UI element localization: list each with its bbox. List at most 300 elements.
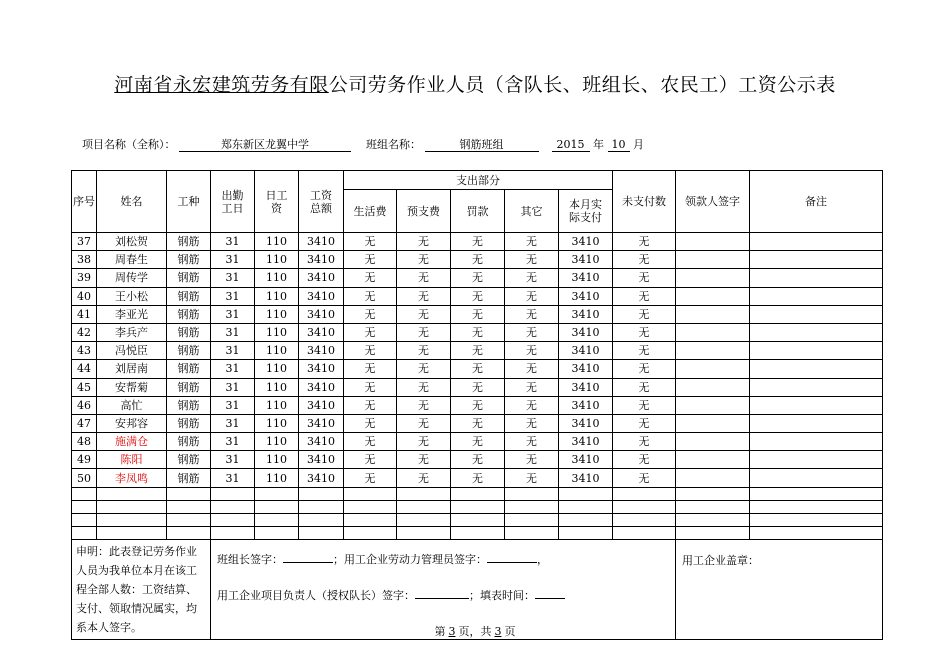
cell-remark	[750, 469, 883, 487]
cell-seq: 48	[72, 433, 97, 451]
cell-paid: 3410	[559, 269, 613, 287]
cell-seq: 43	[72, 342, 97, 360]
cell-total: 3410	[299, 251, 344, 269]
empty-cell	[255, 500, 299, 513]
cell-advance: 无	[397, 269, 451, 287]
cell-signature[interactable]	[676, 233, 750, 251]
cell-signature[interactable]	[676, 378, 750, 396]
header-remark: 备注	[750, 171, 883, 233]
table-row	[72, 451, 883, 469]
empty-cell	[559, 487, 613, 500]
month-value: 10	[608, 138, 630, 152]
table-row	[72, 360, 883, 378]
empty-cell	[505, 527, 559, 540]
pager-mid: 页，共	[458, 625, 492, 638]
header-daily: 日工资	[255, 171, 299, 233]
cell-trade: 钢筋	[167, 323, 211, 341]
fill-time-blank[interactable]	[535, 598, 565, 599]
cell-days: 31	[211, 414, 255, 432]
cell-trade: 钢筋	[167, 469, 211, 487]
cell-days: 31	[211, 469, 255, 487]
empty-cell	[613, 514, 676, 527]
cell-signature[interactable]	[676, 451, 750, 469]
cell-daily: 110	[255, 233, 299, 251]
empty-cell	[299, 487, 344, 500]
empty-cell	[255, 487, 299, 500]
cell-daily: 110	[255, 323, 299, 341]
cell-name: 陈阳	[97, 451, 167, 469]
empty-cell	[72, 500, 97, 513]
empty-cell	[676, 527, 750, 540]
header-advance: 预支费	[397, 190, 451, 233]
cell-days: 31	[211, 360, 255, 378]
cell-other: 无	[505, 469, 559, 487]
cell-seq: 38	[72, 251, 97, 269]
cell-fine: 无	[451, 233, 505, 251]
project-label: 项目名称（全称）：	[82, 138, 176, 151]
cell-signature[interactable]	[676, 414, 750, 432]
cell-days: 31	[211, 269, 255, 287]
cell-advance: 无	[397, 360, 451, 378]
cell-daily: 110	[255, 342, 299, 360]
cell-paid: 3410	[559, 305, 613, 323]
cell-paid: 3410	[559, 378, 613, 396]
year-value: 2015	[552, 138, 590, 152]
pager-suffix: 页	[504, 625, 516, 638]
cell-signature[interactable]	[676, 396, 750, 414]
empty-cell	[344, 500, 397, 513]
empty-cell	[211, 500, 255, 513]
cell-unpaid: 无	[613, 305, 676, 323]
empty-cell	[344, 487, 397, 500]
cell-living: 无	[344, 360, 397, 378]
cell-living: 无	[344, 233, 397, 251]
cell-paid: 3410	[559, 360, 613, 378]
cell-remark	[750, 323, 883, 341]
cell-days: 31	[211, 305, 255, 323]
cell-unpaid: 无	[613, 269, 676, 287]
cell-name: 王小松	[97, 287, 167, 305]
header-seq: 序号	[72, 171, 97, 233]
cell-signature[interactable]	[676, 323, 750, 341]
cell-total: 3410	[299, 360, 344, 378]
empty-cell	[451, 500, 505, 513]
empty-row	[72, 514, 883, 527]
cell-signature[interactable]	[676, 433, 750, 451]
cell-advance: 无	[397, 251, 451, 269]
cell-unpaid: 无	[613, 251, 676, 269]
cell-other: 无	[505, 342, 559, 360]
empty-cell	[397, 527, 451, 540]
cell-trade: 钢筋	[167, 360, 211, 378]
cell-trade: 钢筋	[167, 305, 211, 323]
cell-signature[interactable]	[676, 360, 750, 378]
cell-living: 无	[344, 469, 397, 487]
cell-trade: 钢筋	[167, 396, 211, 414]
cell-other: 无	[505, 233, 559, 251]
cell-days: 31	[211, 451, 255, 469]
cell-advance: 无	[397, 305, 451, 323]
cell-seq: 39	[72, 269, 97, 287]
cell-other: 无	[505, 396, 559, 414]
cell-daily: 110	[255, 360, 299, 378]
cell-total: 3410	[299, 342, 344, 360]
cell-remark	[750, 251, 883, 269]
pager-prefix: 第	[434, 625, 446, 638]
table-row	[72, 323, 883, 341]
cell-daily: 110	[255, 287, 299, 305]
header-total: 工资总额	[299, 171, 344, 233]
cell-daily: 110	[255, 269, 299, 287]
cell-name: 周春生	[97, 251, 167, 269]
empty-cell	[167, 500, 211, 513]
cell-fine: 无	[451, 342, 505, 360]
cell-living: 无	[344, 451, 397, 469]
cell-daily: 110	[255, 469, 299, 487]
cell-trade: 钢筋	[167, 251, 211, 269]
cell-other: 无	[505, 414, 559, 432]
leader-sign-blank[interactable]	[283, 562, 333, 563]
empty-cell	[676, 487, 750, 500]
cell-name: 周传学	[97, 269, 167, 287]
cell-living: 无	[344, 433, 397, 451]
cell-advance: 无	[397, 233, 451, 251]
cell-name: 李亚光	[97, 305, 167, 323]
empty-cell	[451, 527, 505, 540]
labor-admin-blank[interactable]	[487, 562, 537, 563]
cell-fine: 无	[451, 360, 505, 378]
empty-cell	[72, 527, 97, 540]
empty-cell	[397, 500, 451, 513]
cell-name: 安帮菊	[97, 378, 167, 396]
cell-days: 31	[211, 433, 255, 451]
statement: 申明：此表登记劳务作业人员为我单位本月在该工程全部人数：工资结算、支付、领取情况属实，均系本人签字。	[72, 540, 211, 640]
cell-fine: 无	[451, 251, 505, 269]
cell-living: 无	[344, 287, 397, 305]
cell-paid: 3410	[559, 233, 613, 251]
title-company: 河南省永宏建筑劳务有限	[114, 74, 329, 96]
cell-trade: 钢筋	[167, 342, 211, 360]
empty-cell	[97, 500, 167, 513]
header-fine: 罚款	[451, 190, 505, 233]
empty-cell	[344, 514, 397, 527]
cell-total: 3410	[299, 469, 344, 487]
cell-advance: 无	[397, 396, 451, 414]
empty-cell	[676, 500, 750, 513]
cell-advance: 无	[397, 342, 451, 360]
cell-paid: 3410	[559, 323, 613, 341]
title-rest: 公司劳务作业人员（含队长、班组长、农民工）工资公示表	[328, 74, 836, 96]
cell-days: 31	[211, 396, 255, 414]
empty-cell	[451, 487, 505, 500]
cell-signature[interactable]	[676, 287, 750, 305]
cell-days: 31	[211, 233, 255, 251]
cell-total: 3410	[299, 451, 344, 469]
cell-seq: 44	[72, 360, 97, 378]
table-row	[72, 251, 883, 269]
cell-fine: 无	[451, 287, 505, 305]
cell-paid: 3410	[559, 451, 613, 469]
cell-unpaid: 无	[613, 469, 676, 487]
header-expense-group: 支出部分	[344, 171, 613, 190]
cell-unpaid: 无	[613, 451, 676, 469]
empty-cell	[97, 527, 167, 540]
empty-cell	[613, 500, 676, 513]
header-living: 生活费	[344, 190, 397, 233]
empty-cell	[255, 514, 299, 527]
cell-remark	[750, 360, 883, 378]
cell-name: 李兵产	[97, 323, 167, 341]
year-label: 年	[593, 138, 604, 151]
cell-paid: 3410	[559, 287, 613, 305]
cell-remark	[750, 433, 883, 451]
cell-unpaid: 无	[613, 414, 676, 432]
empty-row	[72, 487, 883, 500]
cell-trade: 钢筋	[167, 269, 211, 287]
cell-unpaid: 无	[613, 360, 676, 378]
empty-cell	[97, 514, 167, 527]
cell-other: 无	[505, 269, 559, 287]
empty-cell	[750, 500, 883, 513]
cell-total: 3410	[299, 269, 344, 287]
cell-paid: 3410	[559, 414, 613, 432]
cell-days: 31	[211, 287, 255, 305]
cell-seq: 42	[72, 323, 97, 341]
cell-unpaid: 无	[613, 396, 676, 414]
cell-paid: 3410	[559, 342, 613, 360]
cell-living: 无	[344, 378, 397, 396]
cell-other: 无	[505, 360, 559, 378]
cell-unpaid: 无	[613, 342, 676, 360]
cell-days: 31	[211, 323, 255, 341]
cell-trade: 钢筋	[167, 378, 211, 396]
cell-remark	[750, 233, 883, 251]
cell-daily: 110	[255, 414, 299, 432]
cell-remark	[750, 342, 883, 360]
cell-remark	[750, 451, 883, 469]
cell-other: 无	[505, 323, 559, 341]
company-seal: 用工企业盖章：	[676, 540, 883, 640]
cell-fine: 无	[451, 269, 505, 287]
pager-total: 3	[494, 625, 502, 638]
cell-total: 3410	[299, 433, 344, 451]
page-indicator	[0, 623, 950, 639]
cell-fine: 无	[451, 396, 505, 414]
leader-sign-label: 班组长签字：	[217, 553, 283, 567]
empty-cell	[167, 514, 211, 527]
cell-trade: 钢筋	[167, 414, 211, 432]
project-lead-blank[interactable]	[415, 598, 469, 599]
cell-remark	[750, 287, 883, 305]
cell-total: 3410	[299, 233, 344, 251]
header-name: 姓名	[97, 171, 167, 233]
table-row	[72, 233, 883, 251]
cell-advance: 无	[397, 451, 451, 469]
cell-remark	[750, 269, 883, 287]
page-title	[0, 70, 950, 97]
team-label: 班组名称：	[366, 138, 421, 151]
cell-total: 3410	[299, 378, 344, 396]
empty-row	[72, 500, 883, 513]
cell-living: 无	[344, 251, 397, 269]
empty-cell	[505, 514, 559, 527]
empty-cell	[167, 527, 211, 540]
cell-total: 3410	[299, 287, 344, 305]
table-row	[72, 396, 883, 414]
cell-advance: 无	[397, 414, 451, 432]
cell-living: 无	[344, 269, 397, 287]
empty-cell	[299, 500, 344, 513]
cell-advance: 无	[397, 378, 451, 396]
cell-daily: 110	[255, 396, 299, 414]
cell-fine: 无	[451, 305, 505, 323]
cell-paid: 3410	[559, 469, 613, 487]
cell-advance: 无	[397, 433, 451, 451]
cell-days: 31	[211, 342, 255, 360]
cell-seq: 41	[72, 305, 97, 323]
table-row	[72, 469, 883, 487]
empty-cell	[397, 487, 451, 500]
empty-cell	[613, 527, 676, 540]
header-days: 出勤工日	[211, 171, 255, 233]
cell-living: 无	[344, 305, 397, 323]
wage-table	[71, 170, 883, 640]
cell-signature[interactable]	[676, 251, 750, 269]
empty-row	[72, 527, 883, 540]
labor-admin-label: ；用工企业劳动力管理员签字：	[333, 553, 487, 567]
cell-seq: 47	[72, 414, 97, 432]
empty-cell	[676, 514, 750, 527]
cell-name: 施满仓	[97, 433, 167, 451]
pager-current: 3	[448, 625, 456, 638]
table-row	[72, 269, 883, 287]
cell-seq: 49	[72, 451, 97, 469]
empty-cell	[559, 500, 613, 513]
cell-paid: 3410	[559, 251, 613, 269]
cell-total: 3410	[299, 323, 344, 341]
empty-cell	[505, 500, 559, 513]
cell-days: 31	[211, 251, 255, 269]
cell-name: 冯悦臣	[97, 342, 167, 360]
cell-paid: 3410	[559, 396, 613, 414]
empty-cell	[344, 527, 397, 540]
cell-remark	[750, 378, 883, 396]
cell-fine: 无	[451, 469, 505, 487]
cell-seq: 37	[72, 233, 97, 251]
empty-cell	[559, 527, 613, 540]
cell-other: 无	[505, 378, 559, 396]
header-other: 其它	[505, 190, 559, 233]
table-row	[72, 342, 883, 360]
cell-fine: 无	[451, 378, 505, 396]
empty-cell	[750, 487, 883, 500]
empty-cell	[559, 514, 613, 527]
header-paid: 本月实际支付	[559, 190, 613, 233]
cell-unpaid: 无	[613, 233, 676, 251]
cell-living: 无	[344, 323, 397, 341]
empty-cell	[451, 514, 505, 527]
cell-name: 李凤鸣	[97, 469, 167, 487]
cell-remark	[750, 305, 883, 323]
cell-other: 无	[505, 251, 559, 269]
table-row	[72, 305, 883, 323]
cell-fine: 无	[451, 323, 505, 341]
month-label: 月	[633, 138, 644, 151]
cell-signature[interactable]	[676, 469, 750, 487]
cell-name: 刘居南	[97, 360, 167, 378]
empty-cell	[211, 487, 255, 500]
cell-remark	[750, 414, 883, 432]
cell-fine: 无	[451, 433, 505, 451]
header-sign: 领款人签字	[676, 171, 750, 233]
cell-days: 31	[211, 378, 255, 396]
cell-daily: 110	[255, 378, 299, 396]
cell-unpaid: 无	[613, 378, 676, 396]
cell-total: 3410	[299, 396, 344, 414]
cell-other: 无	[505, 287, 559, 305]
table-row	[72, 433, 883, 451]
cell-living: 无	[344, 396, 397, 414]
cell-seq: 40	[72, 287, 97, 305]
cell-seq: 45	[72, 378, 97, 396]
empty-cell	[72, 514, 97, 527]
empty-cell	[750, 514, 883, 527]
cell-other: 无	[505, 451, 559, 469]
empty-cell	[299, 514, 344, 527]
project-lead-label: 用工企业项目负责人（授权队长）签字：	[217, 589, 415, 603]
cell-advance: 无	[397, 469, 451, 487]
cell-remark	[750, 396, 883, 414]
empty-cell	[255, 527, 299, 540]
empty-cell	[750, 527, 883, 540]
cell-signature[interactable]	[676, 342, 750, 360]
fill-time-label: ；填表时间：	[469, 589, 535, 603]
project-value: 郑东新区龙翼中学	[179, 138, 351, 152]
cell-signature[interactable]	[676, 305, 750, 323]
table-row	[72, 414, 883, 432]
cell-daily: 110	[255, 305, 299, 323]
cell-name: 安邦容	[97, 414, 167, 432]
cell-trade: 钢筋	[167, 433, 211, 451]
cell-other: 无	[505, 305, 559, 323]
cell-daily: 110	[255, 251, 299, 269]
cell-unpaid: 无	[613, 323, 676, 341]
empty-cell	[505, 487, 559, 500]
cell-seq: 50	[72, 469, 97, 487]
cell-trade: 钢筋	[167, 287, 211, 305]
cell-name: 刘松贺	[97, 233, 167, 251]
cell-paid: 3410	[559, 433, 613, 451]
header-trade: 工种	[167, 171, 211, 233]
empty-cell	[211, 514, 255, 527]
cell-advance: 无	[397, 323, 451, 341]
cell-signature[interactable]	[676, 269, 750, 287]
cell-name: 高忙	[97, 396, 167, 414]
empty-cell	[613, 487, 676, 500]
cell-total: 3410	[299, 305, 344, 323]
cell-living: 无	[344, 414, 397, 432]
cell-other: 无	[505, 433, 559, 451]
empty-cell	[397, 514, 451, 527]
cell-daily: 110	[255, 451, 299, 469]
table-row	[72, 378, 883, 396]
header-unpaid: 未支付数	[613, 171, 676, 233]
empty-cell	[167, 487, 211, 500]
cell-fine: 无	[451, 451, 505, 469]
cell-advance: 无	[397, 287, 451, 305]
cell-unpaid: 无	[613, 287, 676, 305]
team-value: 钢筋班组	[425, 138, 539, 152]
